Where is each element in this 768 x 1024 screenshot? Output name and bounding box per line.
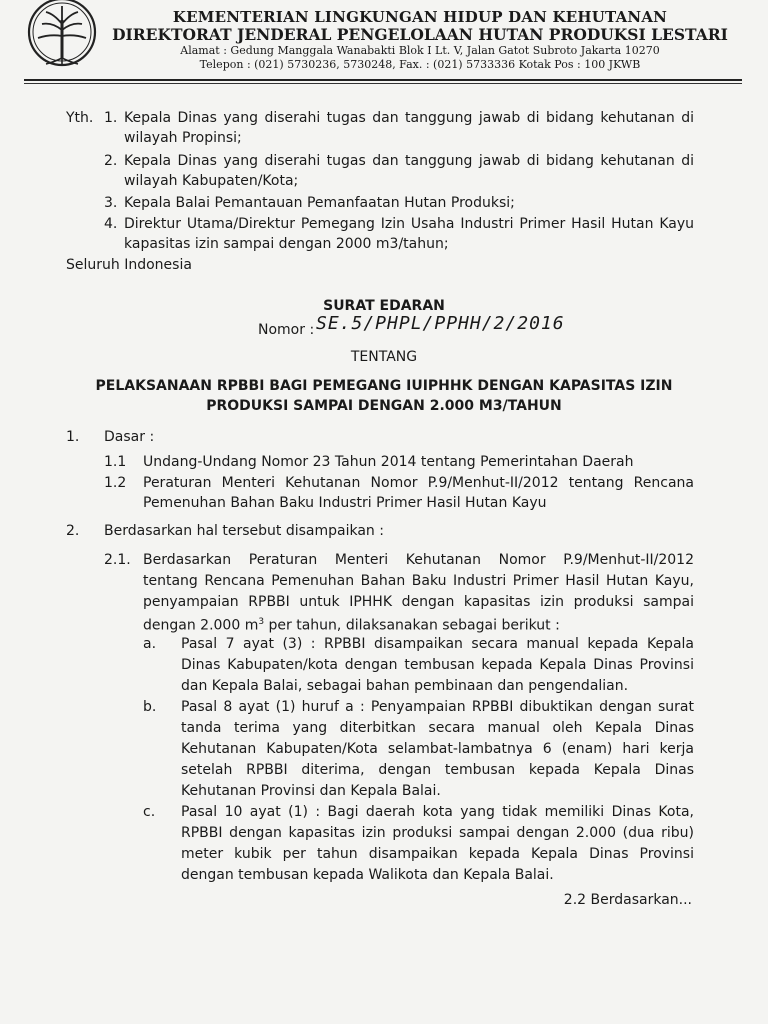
letterhead [100,8,740,72]
address-line: Alamat : Gedung Manggala Wanabakti Blok I Lt. V, Jalan Gatot Subroto Jakarta 10270 [180,44,660,57]
subitem-c-line2: RPBBI dengan kapasitas izin produksi sampai dengan 2.000 (dua ribu) [181,825,694,841]
section1-num: 1. [66,429,80,445]
recipient-num-3: 3. [104,195,118,211]
subitem-b-line3: Kehutanan Kabupaten/Kota selambat-lambatnya 6 (enam) hari kerja [181,741,694,757]
recipient-1-line2: wilayah Propinsi; [124,130,242,146]
item-2-1-line1: Berdasarkan Peraturan Menteri Kehutanan Nomor P.9/Menhut-II/2012 [143,552,694,568]
item-1-2-line1: Peraturan Menteri Kehutanan Nomor P.9/Menhut-II/2012 tentang Rencana [143,475,694,491]
recipient-1-line1: Kepala Dinas yang diserahi tugas dan tanggung jawab di bidang kehutanan di [124,110,694,126]
tentang-label: TENTANG [350,349,418,365]
subitem-c-line3: meter kubik per tahun disampaikan kepada Kepala Dinas Provinsi [181,846,694,862]
recipient-region: Seluruh Indonesia [66,257,192,273]
recipient-4-line1: Direktur Utama/Direktur Pemegang Izin Usaha Industri Primer Hasil Hutan Kayu [124,216,694,232]
section2-num: 2. [66,523,80,539]
item-2-1-line4-post: per tahun, dilaksanakan sebagai berikut : [264,617,560,634]
recipient-num-4: 4. [104,216,118,232]
item-2-1-line4 [143,612,560,636]
recipient-2-line2: wilayah Kabupaten/Kota; [124,173,299,189]
superscript-3: 3 [258,617,265,627]
subitem-b-line2: tanda terima yang diterbitkan secara manual oleh Kepala Dinas [181,720,694,736]
letterhead-rule-thick [24,79,742,81]
recipient-3-line1: Kepala Balai Pemantauan Pemanfaatan Hutan Produksi; [124,195,515,211]
number-label: Nomor : [258,322,315,338]
subject-line1: PELAKSANAAN RPBBI BAGI PEMEGANG IUIPHHK DENGAN KAPASITAS IZIN [95,378,673,394]
subitem-c-letter: c. [143,804,156,820]
item-2-1-line3: penyampaian RPBBI untuk IPHHK dengan kapasitas izin produksi sampai [143,594,694,610]
section2-label: Berdasarkan hal tersebut disampaikan : [104,523,384,539]
item-2-1-line2: tentang Rencana Pemenuhan Bahan Baku Industri Primer Hasil Hutan Kayu, [143,573,694,589]
item-2-1-line4-pre: dengan 2.000 m [143,617,259,634]
subitem-a-letter: a. [143,636,157,652]
number-value-handwritten: SE.5/PHPL/PPHH/2/2016 [316,313,565,334]
recipient-4-line2: kapasitas izin sampai dengan 2000 m3/tahun; [124,236,449,252]
ministry-name: KEMENTERIAN LINGKUNGAN HIDUP DAN KEHUTANAN [172,8,668,26]
phone-line: Telepon : (021) 5730236, 5730248, Fax. : (021) 5733336 Kotak Pos : 100 JKWB [199,58,641,71]
recipient-num-1: 1. [104,110,118,126]
recipient-2-line1: Kepala Dinas yang diserahi tugas dan tanggung jawab di bidang kehutanan di [124,153,694,169]
recipient-prefix: Yth. [66,110,94,126]
document-heading: SURAT EDARAN [323,298,445,314]
subitem-b-letter: b. [143,699,157,715]
section1-label: Dasar : [104,429,155,445]
subitem-a-line3: dan Kepala Balai, sebagai bahan pembinaan dan pengendalian. [181,678,629,694]
subject-line2: PRODUKSI SAMPAI DENGAN 2.000 M3/TAHUN [206,398,562,414]
continuation-marker: 2.2 Berdasarkan... [563,892,692,908]
item-1-1-text: Undang-Undang Nomor 23 Tahun 2014 tentang Pemerintahan Daerah [143,454,634,470]
subitem-c-line1: Pasal 10 ayat (1) : Bagi daerah kota yang tidak memiliki Dinas Kota, [181,804,694,820]
subitem-b-line1: Pasal 8 ayat (1) huruf a : Penyampaian RPBBI dibuktikan dengan surat [181,699,694,715]
item-1-1-num: 1.1 [104,454,127,470]
subitem-a-line1: Pasal 7 ayat (3) : RPBBI disampaikan secara manual kepada Kepala [181,636,694,652]
letterhead-rule-thin [24,83,742,84]
directorate-name: DIREKTORAT JENDERAL PENGELOLAAN HUTAN PRODUKSI LESTARI [112,25,728,44]
item-1-2-num: 1.2 [104,475,127,491]
subitem-b-line5: Kehutanan Provinsi dan Kepala Balai. [181,783,441,799]
item-1-2-line2: Pemenuhan Bahan Baku Industri Primer Hasil Hutan Kayu [143,495,547,511]
ministry-tree-logo [24,0,100,72]
subitem-a-line2: Dinas Kabupaten/kota dengan tembusan kepada Kepala Dinas Provinsi [181,657,694,673]
item-2-1-num: 2.1. [104,552,131,568]
subitem-b-line4: setelah RPBBI diterima, dengan tembusan kepada Kepala Dinas [181,762,694,778]
recipient-num-2: 2. [104,153,118,169]
subitem-c-line4: dengan tembusan kepada Walikota dan Kepala Balai. [181,867,554,883]
